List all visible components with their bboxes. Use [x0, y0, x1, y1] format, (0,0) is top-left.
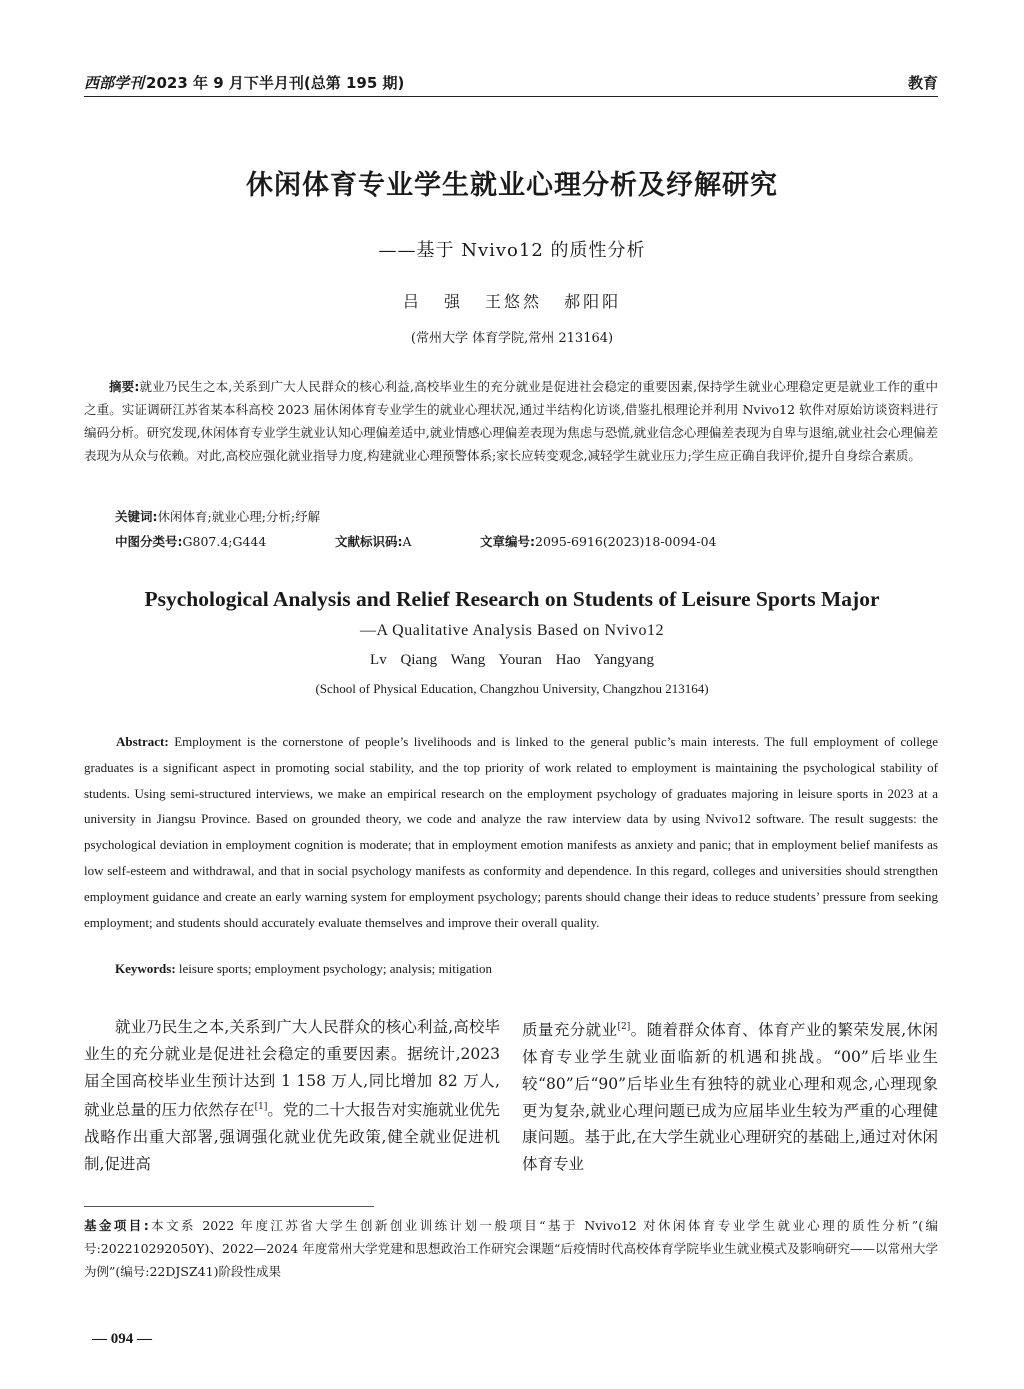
- english-authors: Lv Qiang Wang Youran Hao Yangyang: [370, 652, 654, 668]
- body-left-text-a: 就业乃民生之本,关系到广大人民群众的核心利益,高校毕业生的充分就业是促进社会稳定的重要因素。据统计,2023 届全国高校毕业生预计达到 1 158 万人,同比增加 82 万人,就业总量的压力依然存在: [84, 1018, 500, 1120]
- body-column-right: [522, 1014, 938, 1178]
- english-affiliation: (School of Physical Education, Changzhou University, Changzhou 213164): [315, 681, 709, 696]
- page-number: — 094 —: [92, 1331, 152, 1347]
- citation-2: [2]: [617, 1022, 631, 1032]
- doc-code-label: 文献标识码:: [335, 534, 403, 549]
- funding-note: [84, 1214, 938, 1283]
- clc-label: 中图分类号:: [115, 534, 183, 549]
- abstract-cn-text: 就业乃民生之本,关系到广大人民群众的核心利益,高校毕业生的充分就业是促进社会稳定的重要因素,保持学生就业心理稳定更是就业工作的重中之重。实证调研江苏省某本科高校 2023 届休闲体育专业学生的就业心理状况,通过半结构化访谈,借鉴扎根理论并利用 Nvivo12 软件对原始访谈资料进行编码分析。研究发现,休闲体育专业学生就业认知心理偏差适中,就业情感心理偏差表现为焦虑与恐慌,就业信念心理偏差表现为自卑与退缩,就业社会心理偏差表现为从众与依赖。对此,高校应强化就业指导力度,构建就业心理预警体系;家长应转变观念,减轻学生就业压力;学生应正确自我评价,提升自身综合素质。: [84, 379, 938, 463]
- section-label: 教育: [907, 74, 938, 92]
- abstract-en-label: Abstract:: [116, 734, 169, 749]
- keywords-cn: [115, 507, 320, 525]
- abstract-en: [84, 729, 938, 935]
- abstract-cn: [84, 375, 938, 467]
- body-right-text-b: 。随着群众体育、体育产业的繁荣发展,休闲体育专业学生就业面临新的机遇和挑战。“00”后毕业生较“80”后“90”后毕业生有独特的就业心理和观念,心理现象更为复杂,就业心理问题已成为应届毕业生较为严重的心理健康问题。基于此,在大学生就业心理研究的基础上,通过对休闲体育专业: [522, 1021, 938, 1174]
- footnote-divider: [84, 1206, 374, 1207]
- funding-label: 基金项目:: [84, 1218, 149, 1233]
- abstract-cn-label: 摘要:: [109, 379, 140, 394]
- keywords-en: [115, 961, 492, 977]
- classification-row: [115, 532, 815, 550]
- citation-1: [1]: [254, 1102, 268, 1113]
- funding-text: 本文系 2022 年度江苏省大学生创新创业训练计划一般项目“基于 Nvivo12 对休闲体育专业学生就业心理的质性分析”(编号:202210292050Y)、2022—2024 年度常州大学党建和思想政治工作研究会课题“后疫情时代高校体育学院毕业生就业模式及影响研究——以常州大学为例”(编号:22DJSZ41)阶段性成果: [84, 1218, 939, 1279]
- english-title: Psychological Analysis and Relief Research on Students of Leisure Sports Major: [144, 587, 880, 611]
- clc-value: G807.4;G444: [182, 534, 267, 549]
- abstract-en-text: Employment is the cornerstone of people’s livelihoods and is linked to the general public’s main interests. The full employment of college graduates is a significant aspect in promoting social stability, and the top priority of work related to employment is maintaining the psychological stability of students. Using semi-structured interviews, we make an empirical research on the employment psychology of graduates majoring in leisure sports in 2023 at a university in Jiangsu Province. Based on grounded theory, we code and analyze the raw interview data by using Nvivo12 software. The result suggests: the psychological deviation in employment cognition is moderate; that in employment emotion manifests as anxiety and panic; that in employment belief manifests as low self-esteem and withdrawal, and that in social psychology manifests as conformity and dependence. In this regard, colleges and universities should strengthen employment guidance and create an early warning system for employment psychology; parents should change their ideas to reduce students’ pressure from seeking employment; and students should accurately evaluate themselves and improve their overall quality.: [84, 734, 938, 930]
- keywords-cn-label: 关键词:: [115, 509, 158, 524]
- running-header: [84, 70, 938, 97]
- english-subtitle: —A Qualitative Analysis Based on Nvivo12: [360, 622, 664, 639]
- journal-logo: 西部学刊: [84, 74, 145, 92]
- issue-label: 2023 年 9 月下半月刊(总第 195 期): [146, 74, 405, 92]
- authors: 吕 强 王悠然 郝阳阳: [402, 292, 622, 311]
- body-right-text-a: 质量充分就业: [522, 1021, 618, 1040]
- keywords-cn-text: 休闲体育;就业心理;分析;纾解: [157, 509, 321, 524]
- journal-issue: [84, 72, 404, 93]
- doc-code-value: A: [402, 534, 412, 549]
- body-left-text-b: 。党的二十大报告对实施就业优先战略作出重大部署,强调强化就业优先政策,健全就业促进机制,促进高: [84, 1101, 500, 1174]
- body-column-left: [84, 1014, 500, 1178]
- keywords-en-label: Keywords:: [115, 961, 176, 976]
- article-no-label: 文章编号:: [480, 534, 535, 549]
- affiliation: (常州大学 体育学院,常州 213164): [410, 331, 614, 346]
- keywords-en-text: leisure sports; employment psychology; analysis; mitigation: [178, 961, 492, 976]
- article-no-value: 2095-6916(2023)18-0094-04: [535, 534, 717, 549]
- article-title: 休闲体育专业学生就业心理分析及纾解研究: [246, 170, 778, 201]
- article-subtitle: ——基于 Nvivo12 的质性分析: [378, 240, 646, 261]
